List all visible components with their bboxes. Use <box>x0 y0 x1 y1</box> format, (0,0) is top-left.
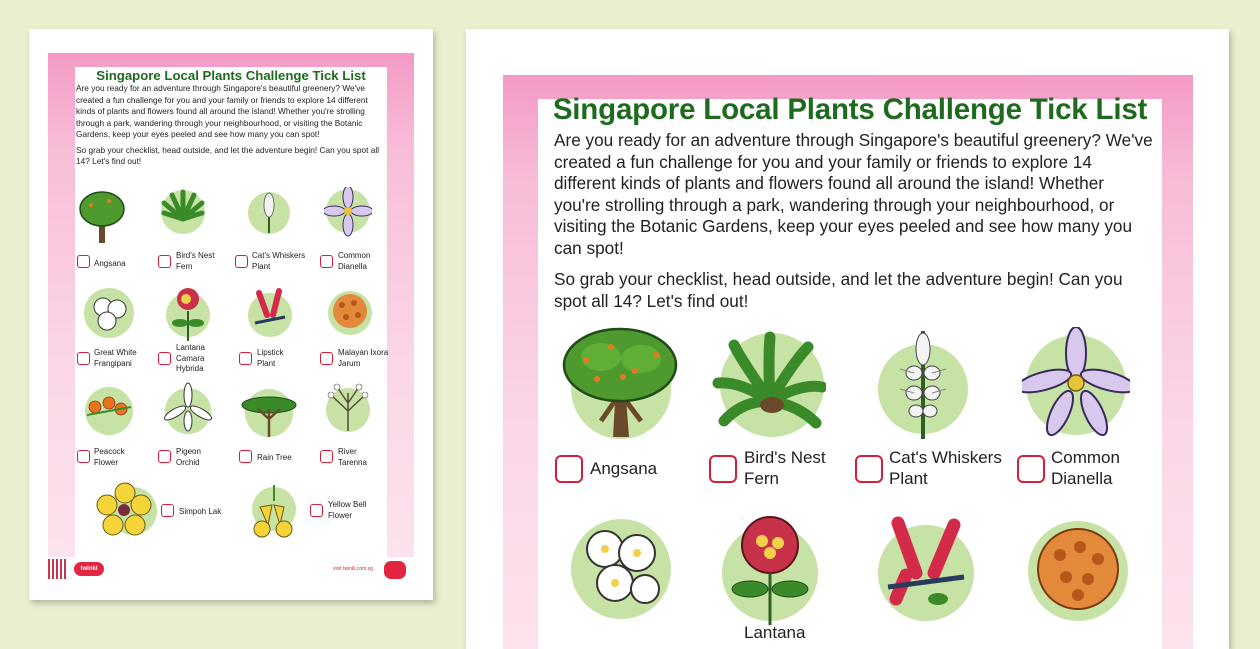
label-angsana: Angsana <box>590 459 658 478</box>
label-line-2: Dianella <box>1051 468 1113 488</box>
cats-whiskers-icon <box>876 329 970 441</box>
checkbox-cats-whiskers[interactable] <box>855 455 883 483</box>
label-simpoh-lak: Simpoh Lak <box>179 507 222 516</box>
checkbox-angsana[interactable] <box>555 455 583 483</box>
label-line-1: Bird's Nest <box>744 448 826 467</box>
rain-tree-icon <box>240 385 298 439</box>
label-frangipani: Great White Frangipani <box>94 348 137 368</box>
checkbox-cats-whiskers[interactable] <box>235 255 248 268</box>
label-line-1: Common <box>1051 448 1120 467</box>
twinkl-logo: twinkl <box>74 562 104 576</box>
cats-whiskers-icon <box>247 189 291 235</box>
worksheet-title: Singapore Local Plants Challenge Tick List <box>96 68 366 83</box>
checkbox-dianella[interactable] <box>1017 455 1045 483</box>
label-birds-nest-fern <box>744 448 826 489</box>
label-river-tarenna: River Tarenna <box>338 447 367 467</box>
intro-paragraph-1: Are you ready for an adventure through Singapore's beautiful greenery? We've created a fun challenge for you and your family or friends to explore 14 different kinds of plants and flowers found all around the island! Whether you're strolling through a park, wandering through your neighbourhood, or visiting the Botanic Gardens, keep your eyes peeled and see how many you can spot! <box>76 83 368 139</box>
label-cats-whiskers <box>889 448 1002 489</box>
checkbox-yellow-bell[interactable] <box>310 504 323 517</box>
river-tarenna-icon <box>323 383 373 435</box>
lipstick-plant-icon <box>247 287 293 341</box>
frangipani-icon <box>83 287 135 339</box>
label-dianella <box>1051 448 1120 489</box>
ixora-icon <box>1026 515 1130 623</box>
label-lantana: Lantana <box>744 623 806 642</box>
label-rain-tree: Rain Tree <box>257 453 292 462</box>
label-ixora: Malayan Ixora Jarum <box>338 348 389 368</box>
dianella-flower-icon <box>1022 327 1130 439</box>
checkbox-peacock-flower[interactable] <box>77 450 90 463</box>
dianella-flower-icon <box>324 187 372 237</box>
checkbox-dianella[interactable] <box>320 255 333 268</box>
label-yellow-bell: Yellow Bell Flower <box>328 500 367 520</box>
label-line-2: Fern <box>744 468 779 488</box>
peacock-flower-icon <box>81 385 137 437</box>
frangipani-icon <box>569 513 673 623</box>
worksheet-thumbnail <box>29 29 433 600</box>
checkbox-frangipani[interactable] <box>77 352 90 365</box>
checkbox-ixora[interactable] <box>320 352 333 365</box>
simpoh-lak-icon <box>93 481 159 541</box>
label-angsana: Angsana <box>94 259 126 268</box>
yellow-bell-icon <box>244 481 302 541</box>
angsana-tree-icon <box>79 187 125 245</box>
checkbox-rain-tree[interactable] <box>239 450 252 463</box>
checkbox-birds-nest-fern[interactable] <box>158 255 171 268</box>
checkbox-lantana[interactable] <box>158 352 171 365</box>
intro-paragraph-2: So grab your checklist, head outside, and let the adventure begin! Can you spot all 14? Let's find out! <box>76 144 380 166</box>
checkbox-angsana[interactable] <box>77 255 90 268</box>
label-lantana: Lantana Camara Hybrida <box>176 343 205 373</box>
label-pigeon-orchid: Pigeon Orchid <box>176 447 201 467</box>
worksheet-title: Singapore Local Plants Challenge Tick List <box>552 93 1148 126</box>
label-dianella: Common Dianella <box>338 251 371 271</box>
worksheet-footer <box>48 557 414 583</box>
intro-paragraph-2: So grab your checklist, head outside, and let the adventure begin! Can you spot all 14? Let's find out! <box>554 269 1123 311</box>
birds-nest-fern-icon <box>160 189 206 235</box>
worksheet-zoomed <box>466 29 1229 649</box>
label-cats-whiskers: Cat's Whiskers Plant <box>252 251 306 271</box>
checkbox-simpoh-lak[interactable] <box>161 504 174 517</box>
lipstick-plant-icon <box>876 513 976 623</box>
label-line-2: Plant <box>889 468 928 488</box>
label-birds-nest-fern: Bird's Nest Fern <box>176 251 215 271</box>
pigeon-orchid-icon <box>163 381 213 439</box>
birds-nest-fern-icon <box>712 331 826 439</box>
lantana-icon <box>164 285 212 343</box>
checkbox-birds-nest-fern[interactable] <box>709 455 737 483</box>
angsana-tree-icon <box>561 325 679 440</box>
lantana-icon <box>720 513 820 625</box>
twinkl-badge-icon <box>384 561 406 579</box>
ixora-icon <box>326 287 374 337</box>
checkbox-river-tarenna[interactable] <box>320 450 333 463</box>
checkbox-pigeon-orchid[interactable] <box>158 450 171 463</box>
qr-code-icon <box>48 559 68 579</box>
checkbox-lipstick-plant[interactable] <box>239 352 252 365</box>
label-lipstick-plant: Lipstick Plant <box>257 348 284 368</box>
intro-paragraph-1: Are you ready for an adventure through Singapore's beautiful greenery? We've created a fun challenge for you and your family or friends to explore 14 different kinds of plants and flowers found all around the island! Whether you're strolling through a park, wandering through your neighbourhood, or visiting the Botanic Gardens, keep your eyes peeled and see how many you can spot! <box>554 130 1153 258</box>
label-line-1: Cat's Whiskers <box>889 448 1002 467</box>
label-peacock-flower: Peacock Flower <box>94 447 125 467</box>
footer-url: visit twinkl.com.sg <box>333 566 374 572</box>
